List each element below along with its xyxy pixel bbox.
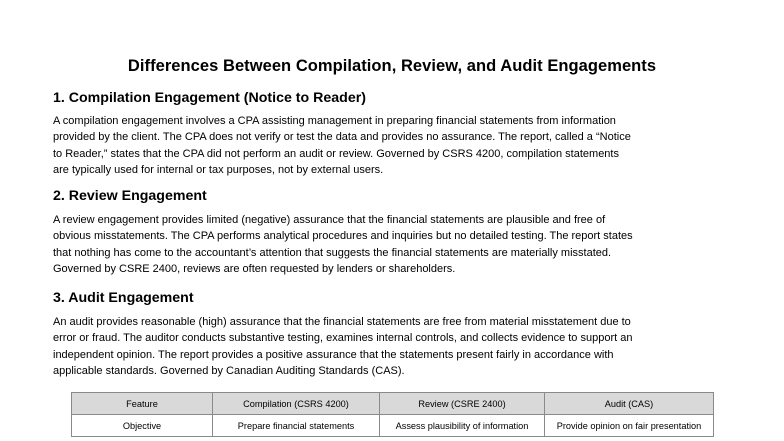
- column-header-feature: Feature: [72, 393, 213, 415]
- paragraph-line: A compilation engagement involves a CPA assisting management in preparing financial statements from information: [53, 115, 616, 127]
- paragraph-line: error or fraud. The auditor conducts substantive testing, examines internal controls, and collects evidence to support an: [53, 332, 633, 345]
- section-heading-audit: 3. Audit Engagement: [53, 290, 194, 306]
- paragraph-line: are typically used for internal or tax purposes, not by external users.: [53, 164, 384, 177]
- paragraph-line: A review engagement provides limited (negative) assurance that the financial statements are plausible and free of: [53, 214, 606, 226]
- paragraph-line: that nothing has come to the accountant’s attention that suggests the financial statements are materially misstated.: [53, 246, 612, 259]
- section-body-review: [53, 212, 733, 278]
- section-body-compilation: [53, 113, 733, 179]
- column-header-compilation: Compilation (CSRS 4200): [213, 393, 380, 415]
- section-heading-review: 2. Review Engagement: [53, 188, 207, 204]
- section-body-audit: [53, 314, 733, 380]
- document-title: Differences Between Compilation, Review, and Audit Engagements: [127, 57, 657, 75]
- table-header-row: [72, 393, 714, 415]
- table-cell: Objective: [72, 415, 213, 437]
- paragraph-line: applicable standards. Governed by Canadian Auditing Standards (CAS).: [53, 365, 405, 378]
- section-heading-compilation: 1. Compilation Engagement (Notice to Reader): [53, 90, 366, 106]
- paragraph-line: obvious misstatements. The CPA performs analytical procedures and inquiries but no detailed testing. The report states: [53, 230, 633, 243]
- table-row: [72, 415, 714, 437]
- paragraph-line: to Reader,” states that the CPA did not perform an audit or review. Governed by CSRS 4200, compilation statements: [53, 147, 619, 160]
- table-cell: Provide opinion on fair presentation: [545, 415, 714, 437]
- column-header-audit: Audit (CAS): [545, 393, 714, 415]
- paragraph-line: provided by the client. The CPA does not verify or test the data and provides no assurance. The report, called a “Notice: [53, 131, 631, 144]
- table-cell: Prepare financial statements: [213, 415, 380, 437]
- column-header-review: Review (CSRE 2400): [380, 393, 545, 415]
- comparison-table: [71, 392, 714, 437]
- paragraph-line: Governed by CSRE 2400, reviews are often requested by lenders or shareholders.: [53, 263, 456, 276]
- paragraph-line: independent opinion. The report provides a positive assurance that the statements present fairly in accordance with: [53, 348, 614, 361]
- paragraph-line: An audit provides reasonable (high) assurance that the financial statements are free from material misstatement due to: [53, 316, 631, 328]
- comparison-table-container: [71, 392, 713, 437]
- table-cell: Assess plausibility of information: [380, 415, 545, 437]
